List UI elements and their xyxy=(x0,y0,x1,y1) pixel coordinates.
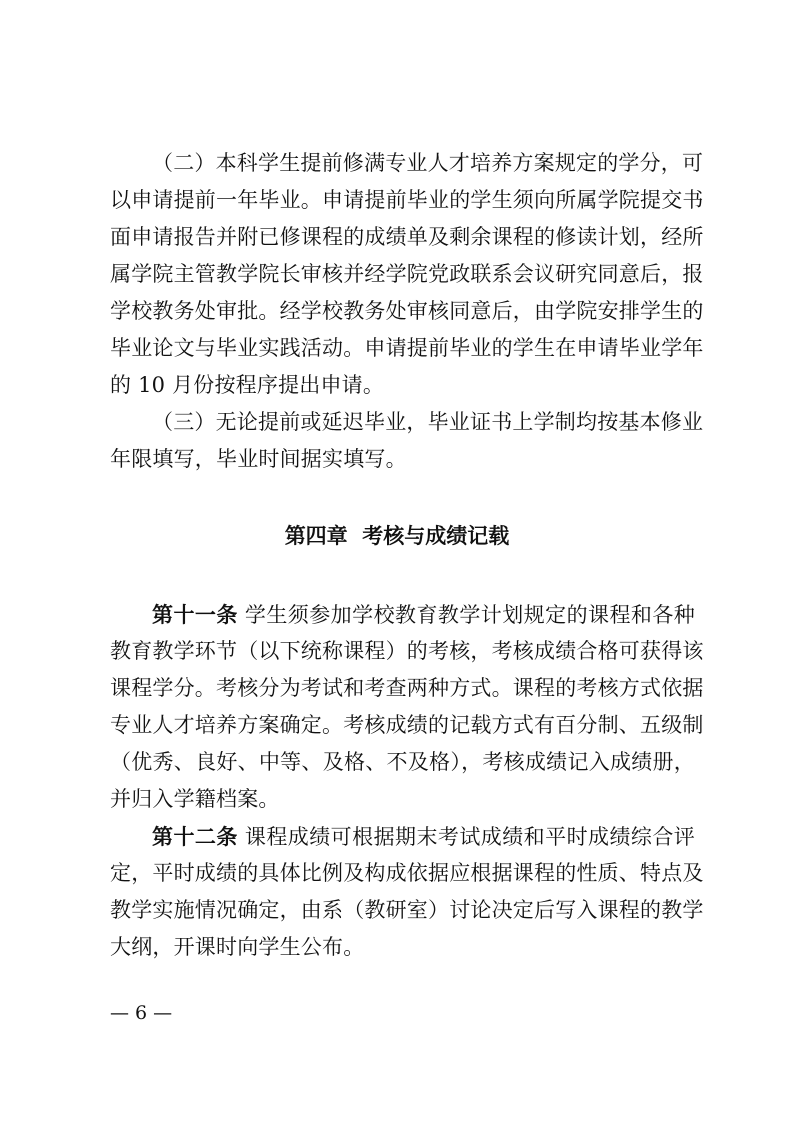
paragraph-line: （二）本科学生提前修满专业人才培养方案规定的学分，可 xyxy=(152,151,704,175)
paragraph-line: 以申请提前一年毕业。申请提前毕业的学生须向所属学院提交书 xyxy=(110,188,704,212)
paragraph-line: （三）无论提前或延迟毕业，毕业证书上学制均按基本修业 xyxy=(152,410,704,434)
paragraph-line: 专业人才培养方案确定。考核成绩的记载方式有百分制、五级制 xyxy=(110,713,704,737)
paragraph-early-graduation xyxy=(110,145,704,404)
paragraph-line: 学校教务处审批。经学校教务处审核同意后，由学院安排学生的 xyxy=(110,299,704,323)
article-11 xyxy=(110,596,704,818)
paragraph-line: 教学实施情况确定，由系（教研室）讨论决定后写入课程的教学 xyxy=(110,898,704,922)
paragraph-line: 毕业论文与毕业实践活动。申请提前毕业的学生在申请毕业学年 xyxy=(110,336,704,360)
paragraph-line: 定，平时成绩的具体比例及构成依据应根据课程的性质、特点及 xyxy=(110,861,704,885)
paragraph-line: 属学院主管教学院长审核并经学院党政联系会议研究同意后，报 xyxy=(110,262,704,286)
paragraph-line: 面申请报告并附已修课程的成绩单及剩余课程的修读计划，经所 xyxy=(110,225,704,249)
paragraph-line: （优秀、良好、中等、及格、不及格），考核成绩记入成绩册， xyxy=(110,750,695,774)
article-label: 第十一条 xyxy=(152,602,238,627)
paragraph-line: 大纲，开课时向学生公布。 xyxy=(110,935,365,959)
article-text: 课程成绩可根据期末考试成绩和平时成绩综合评 xyxy=(237,825,695,849)
paragraph-line: 年限填写，毕业时间据实填写。 xyxy=(110,447,407,471)
page-number: — 6 — xyxy=(110,1002,173,1024)
paragraph-line: 教育教学环节（以下统称课程）的考核，考核成绩合格可获得该 xyxy=(110,639,704,663)
article-first-line xyxy=(110,818,695,855)
paragraph-graduation-certificate xyxy=(110,404,704,478)
article-label: 第十二条 xyxy=(152,824,238,849)
paragraph-line: 课程学分。考核分为考试和考查两种方式。课程的考核方式依据 xyxy=(110,676,704,700)
chapter-title: 第四章 考核与成绩记载 xyxy=(284,524,510,548)
article-text: 学生须参加学校教育教学计划规定的课程和各种 xyxy=(237,603,695,627)
paragraph-line: 并归入学籍档案。 xyxy=(110,787,280,811)
paragraph-line: 的 10 月份按程序提出申请。 xyxy=(110,373,385,397)
article-12 xyxy=(110,818,704,966)
article-first-line xyxy=(110,596,695,633)
